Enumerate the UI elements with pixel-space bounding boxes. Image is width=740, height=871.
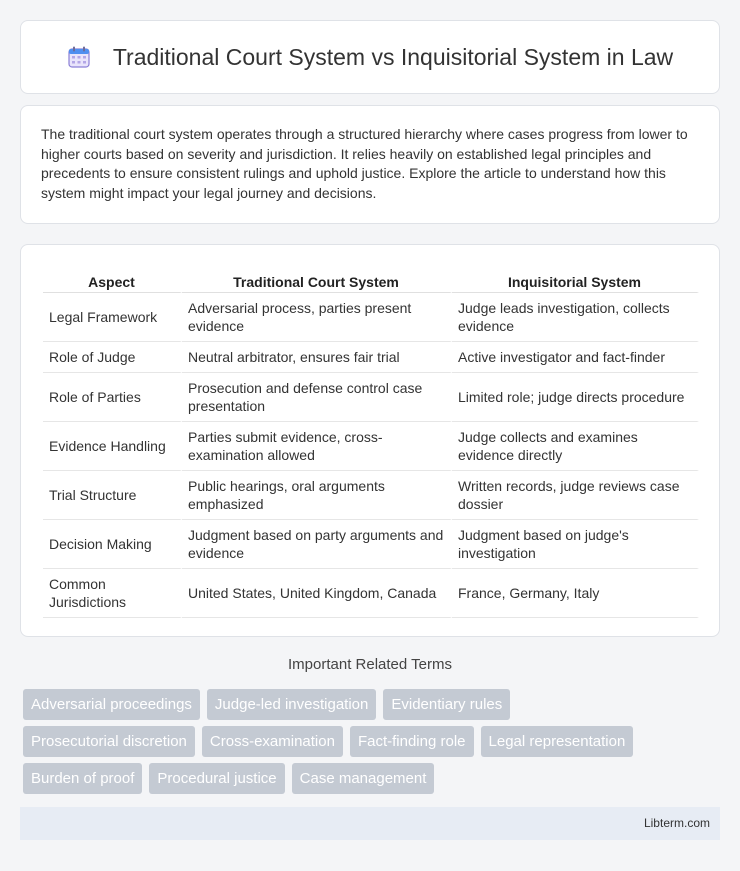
table-cell: Active investigator and fact-finder [452,342,699,373]
table-cell: Neutral arbitrator, ensures fair trial [182,342,452,373]
tag-legal-representation[interactable]: Legal representation [481,726,634,757]
tag-burden-of-proof[interactable]: Burden of proof [23,763,142,794]
table-cell: Public hearings, oral arguments emphasized [182,471,452,520]
header-inquisitorial: Inquisitorial System [452,267,699,293]
table-cell: Judgment based on judge's investigation [452,520,699,569]
table-row [43,422,699,471]
header-traditional: Traditional Court System [182,267,452,293]
tag-row [23,689,713,720]
table-row [43,293,699,342]
tag-row [23,763,713,794]
table-row [43,342,699,373]
table-cell: Judge leads investigation, collects evidence [452,293,699,342]
tag-row [23,726,713,757]
table-row [43,520,699,569]
tag-prosecutorial-discretion[interactable]: Prosecutorial discretion [23,726,195,757]
header-aspect: Aspect [43,267,182,293]
tag-fact-finding-role[interactable]: Fact-finding role [350,726,474,757]
table-cell: France, Germany, Italy [452,569,699,618]
related-terms-title: Important Related Terms [288,656,452,673]
tag-case-management[interactable]: Case management [292,763,435,794]
table-cell: Judgment based on party arguments and evidence [182,520,452,569]
table-cell: Legal Framework [43,293,182,342]
table-cell: Prosecution and defense control case presentation [182,373,452,422]
footer-site-link[interactable]: Libterm.com [643,816,710,830]
related-terms-tags [23,689,713,800]
tag-adversarial-proceedings[interactable]: Adversarial proceedings [23,689,200,720]
table-cell: Adversarial process, parties present evidence [182,293,452,342]
table-cell: Written records, judge reviews case dossier [452,471,699,520]
table-cell: Limited role; judge directs procedure [452,373,699,422]
tag-cross-examination[interactable]: Cross-examination [202,726,343,757]
table-cell: Trial Structure [43,471,182,520]
tag-procedural-justice[interactable]: Procedural justice [149,763,284,794]
calendar-icon [67,45,91,69]
table-row [43,471,699,520]
page-title: Traditional Court System vs Inquisitorial System in Law [112,43,674,70]
table-cell: Common Jurisdictions [43,569,182,618]
footer [20,807,720,840]
tag-judge-led-investigation[interactable]: Judge-led investigation [207,689,376,720]
tag-evidentiary-rules[interactable]: Evidentiary rules [383,689,510,720]
comparison-table [43,267,699,618]
table-cell: United States, United Kingdom, Canada [182,569,452,618]
title-card [20,20,720,94]
intro-card [20,105,720,224]
intro-text: The traditional court system operates through a structured hierarchy where cases progress from lower to higher courts based on severity and jurisdiction. It relies heavily on established legal principles and precedents to ensure consistent rulings and uphold justice. Explore the article to understand how this system might impact your legal journey and decisions. [41,126,688,201]
comparison-table-card [20,244,720,637]
table-row [43,569,699,618]
table-cell: Decision Making [43,520,182,569]
table-row [43,373,699,422]
table-cell: Judge collects and examines evidence directly [452,422,699,471]
table-cell: Parties submit evidence, cross-examination allowed [182,422,452,471]
table-cell: Evidence Handling [43,422,182,471]
table-cell: Role of Parties [43,373,182,422]
table-cell: Role of Judge [43,342,182,373]
